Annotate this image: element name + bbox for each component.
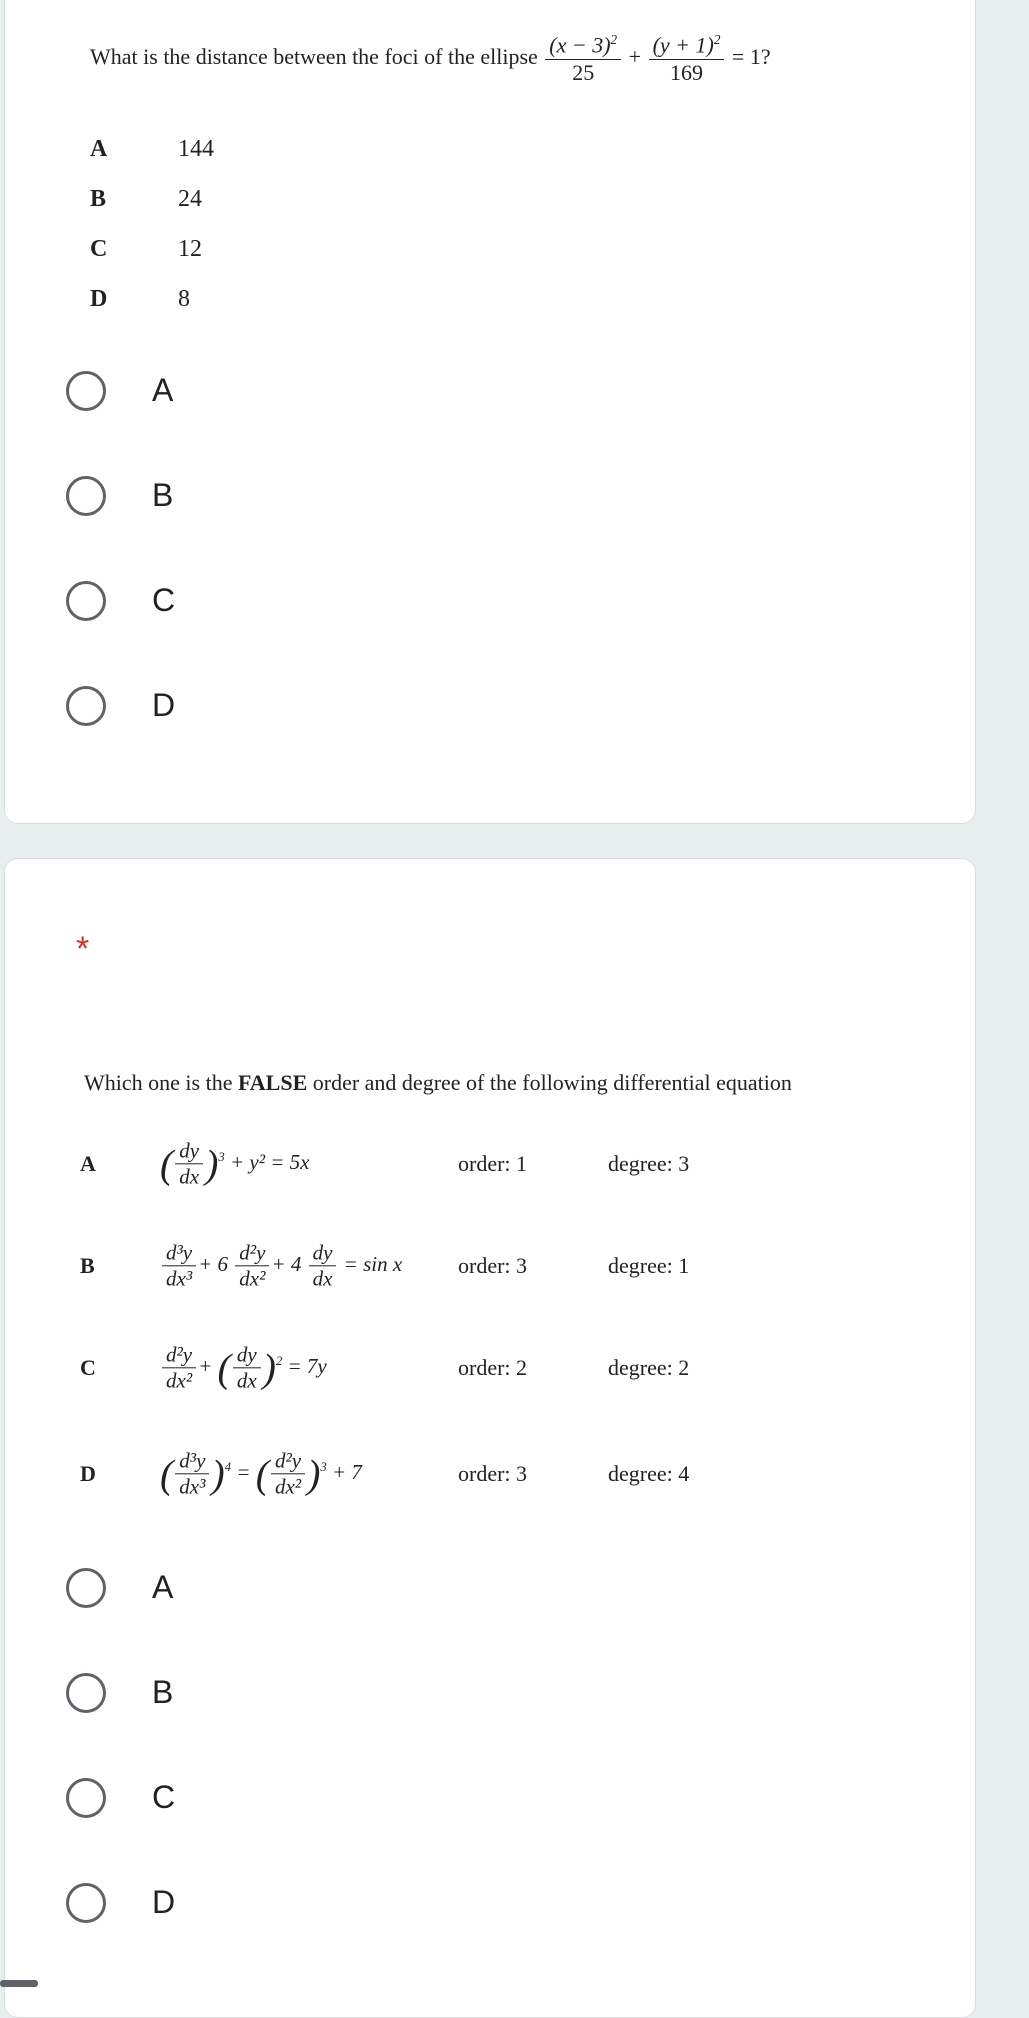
question-card-1 xyxy=(4,0,976,824)
q1-radio-a[interactable]: A xyxy=(64,369,112,417)
q1-radio-b[interactable]: B xyxy=(64,474,112,522)
question-2-text: Which one is the FALSE order and degree of the following differential equation xyxy=(84,1070,792,1095)
ellipse-fraction-y: $\frac{(y + 1)^2}{169}$ xyxy=(649,32,725,86)
q1-radio-d[interactable]: D xyxy=(64,684,112,732)
q2-radio-a[interactable]: A xyxy=(64,1566,112,1614)
equation-row-c: C $\frac{\text{d²y}}{\text{dx²}}$ + ( $\frac{dy}{dx}$ )$^2$ = 7y order: 2 degree: 2 xyxy=(80,1342,690,1393)
radio-circle-icon[interactable] xyxy=(66,686,106,726)
equation-row-b: B $\frac{\text{d³y}}{\text{dx³}}$ + 6 $\frac{\text{d²y}}{\text{dx²}}$ + 4 $\frac{dy}{dx}$ = sin x order: 3 degree: 1 xyxy=(80,1240,690,1291)
radio-circle-icon[interactable] xyxy=(66,1883,106,1923)
radio-circle-icon[interactable] xyxy=(66,1778,106,1818)
q2-radio-d[interactable]: D xyxy=(64,1881,112,1929)
radio-circle-icon[interactable] xyxy=(66,1673,106,1713)
radio-circle-icon[interactable] xyxy=(66,581,106,621)
q1-radio-c[interactable]: C xyxy=(64,579,112,627)
bottom-scroll-indicator xyxy=(0,1980,38,1987)
equation-row-d: D ( $\frac{\text{d³y}}{\text{dx³}}$ )$^4$ = ( $\frac{\text{d²y}}{\text{dx²}}$ )$^3$ + 7 order: 3 degree: 4 xyxy=(80,1448,690,1499)
q2-radio-c[interactable]: C xyxy=(64,1776,112,1824)
equation-c: $\frac{\text{d²y}}{\text{dx²}}$ + ( $\frac{dy}{dx}$ )$^2$ = 7y xyxy=(160,1342,327,1393)
equation-d: ( $\frac{\text{d³y}}{\text{dx³}}$ )$^4$ = ( $\frac{\text{d²y}}{\text{dx²}}$ )$^3$ + 7 xyxy=(160,1448,362,1499)
ellipse-fraction-x: $\frac{(x - 3)^2}{25}$ xyxy=(545,32,621,86)
q2-radio-b[interactable]: B xyxy=(64,1671,112,1719)
question-1-text: What is the distance between the foci of the ellipse $\frac{(x - 3)^2}{25}$ + $\frac{(y + 1)^2}{169}$ = 1? xyxy=(90,32,771,85)
radio-circle-icon[interactable] xyxy=(66,476,106,516)
equation-row-a: A ( $\frac{dy}{dx}$ )$^3$ + y² = 5x order: 1 degree: 3 xyxy=(80,1138,690,1189)
question-card-2 xyxy=(4,858,976,2018)
equation-b: $\frac{\text{d³y}}{\text{dx³}}$ + 6 $\frac{\text{d²y}}{\text{dx²}}$ + 4 $\frac{dy}{dx}$ = sin x xyxy=(160,1240,402,1291)
radio-circle-icon[interactable] xyxy=(66,1568,106,1608)
radio-circle-icon[interactable] xyxy=(66,371,106,411)
equation-a: ( $\frac{dy}{dx}$ )$^3$ + y² = 5x xyxy=(160,1138,310,1189)
required-asterisk: * xyxy=(76,930,90,968)
